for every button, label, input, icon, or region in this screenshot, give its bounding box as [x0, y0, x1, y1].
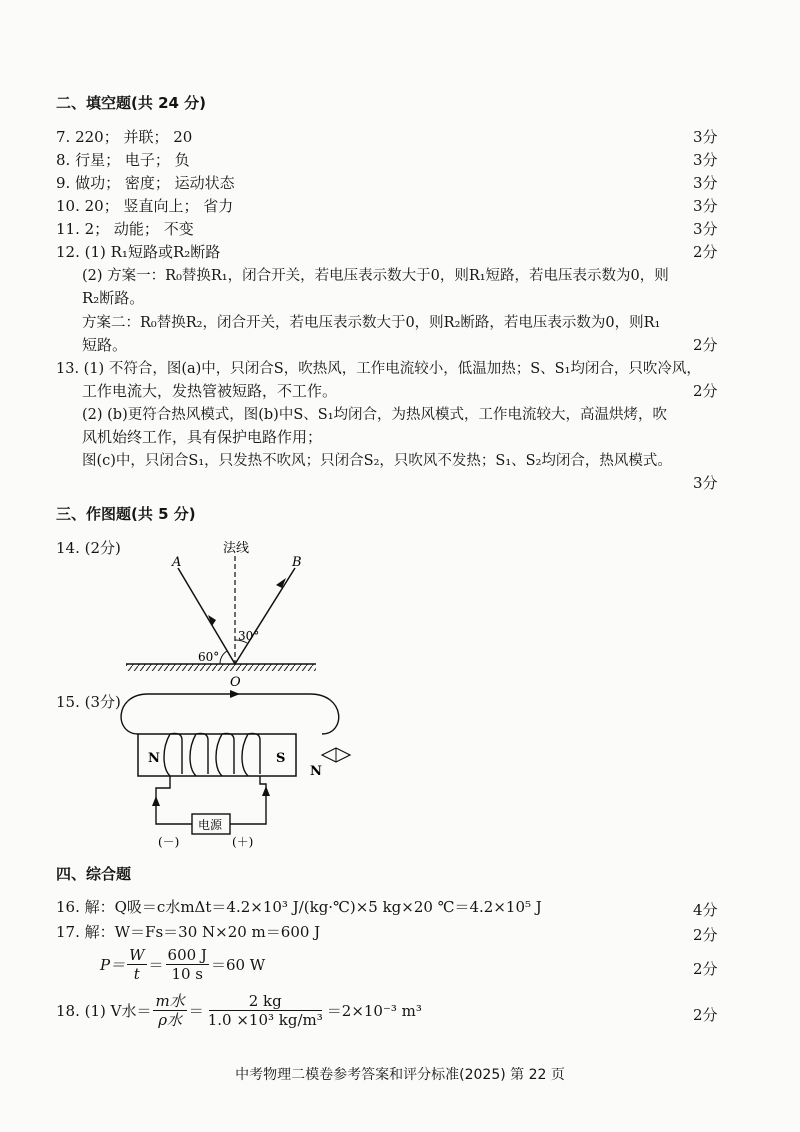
answer-q7: 7. 220； 并联； 20	[56, 128, 193, 146]
score-q9: 3分	[693, 174, 718, 192]
volume-result: ＝2×10⁻³ m³	[326, 1002, 422, 1020]
answer-q13-1-line1: 13. (1) 不符合，图(a)中，只闭合S，吹热风，工作电流较小，低温加热；S、S₁均闭合，只吹冷风，	[56, 361, 701, 377]
point-b-label: B	[292, 555, 302, 570]
angle-30-label: 30°	[238, 629, 260, 643]
fraction-600j-over-10s	[166, 946, 209, 983]
answer-q13-2-line1: (2) (b)更符合热风模式，图(b)中S、S₁均闭合，为热风模式，工作电流较大，高温烘烤，吹	[82, 407, 668, 423]
score-q18: 2分	[693, 1006, 718, 1024]
power-formula	[100, 946, 265, 983]
answer-q12-2-line1: (2) 方案一：R₀替换R₁，闭合开关，若电压表示数大于0，则R₁短路，若电压表示数为0，则	[82, 268, 669, 284]
current-arrow-left	[152, 796, 160, 806]
fraction-m-over-rho	[153, 992, 186, 1029]
fraction-numerator: 600 J	[167, 946, 207, 964]
score-q17: 2分	[693, 926, 718, 944]
power-equals: ＝	[148, 956, 164, 974]
score-q13-2: 3分	[693, 474, 718, 492]
magnetic-field-line	[121, 694, 339, 734]
power-lhs: P＝	[100, 956, 126, 974]
q17-prefix: 17. 解：	[56, 923, 115, 941]
answer-q12-2-line2: R₂断路。	[82, 289, 145, 307]
fraction-denominator: 1.0 ×10³ kg/m³	[207, 1011, 323, 1029]
answer-q12-1: 12. (1) R₁短路或R₂断路	[56, 243, 221, 261]
section-4-heading: 四、综合题	[56, 865, 132, 883]
coil-windings	[164, 733, 260, 776]
fraction-denominator: t	[133, 965, 140, 983]
normal-label: 法线	[223, 541, 250, 556]
terminal-plus: (＋)	[232, 835, 254, 848]
page-footer: 中考物理二模卷参考答案和评分标准(2025) 第 22 页	[235, 1067, 565, 1083]
core-n-pole: N	[148, 751, 160, 766]
score-q13-1: 2分	[693, 382, 718, 400]
q15-label: 15. (3分)	[56, 693, 121, 711]
q14-label: 14. (2分)	[56, 539, 121, 557]
fraction-numerator: m水	[155, 992, 185, 1010]
current-arrow-right	[262, 786, 270, 796]
fraction-mass-over-density	[206, 992, 325, 1029]
power-result: ＝60 W	[210, 956, 266, 974]
q16-formula: Q吸＝c水mΔt＝4.2×10³ J/(kg·℃)×5 kg×20 ℃＝4.2×10⁵ J	[114, 898, 542, 916]
fraction-numerator: W	[129, 946, 145, 964]
mirror-hatching	[126, 664, 316, 671]
q18-prefix: 18. (1) V水＝	[56, 1002, 152, 1020]
answer-q17	[56, 921, 320, 942]
reflection-diagram	[120, 530, 340, 695]
point-a-label: A	[172, 555, 182, 570]
iron-core	[138, 734, 296, 776]
power-source-label: 电源	[198, 818, 223, 832]
answer-q13-1-line2: 工作电流大，发热管被短路，不工作。	[82, 382, 338, 400]
lead-right	[230, 776, 266, 824]
fraction-w-over-t	[127, 946, 146, 983]
score-q7: 3分	[693, 128, 718, 146]
score-q12-2: 2分	[693, 336, 718, 354]
volume-equals: ＝	[188, 1002, 204, 1020]
section-3-heading: 三、作图题(共 5 分)	[56, 505, 196, 523]
answer-q13-2-line2: 风机始终工作，具有保护电路作用；	[82, 428, 323, 446]
score-power: 2分	[693, 960, 718, 978]
answer-q16	[56, 896, 542, 917]
score-q12-1: 2分	[693, 243, 718, 261]
reflected-ray-arrow	[276, 578, 286, 588]
fraction-denominator: ρ水	[158, 1011, 183, 1029]
q16-prefix: 16. 解：	[56, 898, 115, 916]
section-2-heading: 二、填空题(共 24 分)	[56, 94, 207, 112]
fraction-denominator: 10 s	[171, 965, 204, 983]
lead-left	[156, 776, 192, 824]
answer-q12-3-line1: 方案二：R₀替换R₂，闭合开关，若电压表示数大于0，则R₂断路，若电压表示数为0，则R₁	[82, 315, 661, 331]
answer-q10: 10. 20； 竖直向上； 省力	[56, 197, 234, 215]
angle-60-label: 60°	[198, 650, 220, 664]
compass-n-label: N	[310, 764, 322, 779]
answer-q9: 9. 做功； 密度； 运动状态	[56, 174, 235, 192]
answer-q11: 11. 2； 动能； 不变	[56, 220, 194, 238]
score-q16: 4分	[693, 901, 718, 919]
answer-q8: 8. 行星； 电子； 负	[56, 151, 190, 169]
q17-formula: W＝Fs＝30 N×20 m＝600 J	[114, 923, 321, 941]
electromagnet-diagram	[110, 688, 370, 848]
point-o-label: O	[230, 675, 241, 690]
score-q8: 3分	[693, 151, 718, 169]
core-s-pole: S	[276, 751, 286, 766]
angle-arc-60	[220, 651, 227, 664]
field-direction-arrow	[230, 690, 240, 698]
score-q10: 3分	[693, 197, 718, 215]
volume-formula	[56, 992, 422, 1029]
reflected-ray	[235, 568, 295, 664]
terminal-minus: (－)	[158, 835, 180, 848]
answer-q12-3-line2: 短路。	[82, 336, 128, 354]
answer-q13-2-line3: 图(c)中，只闭合S₁，只发热不吹风；只闭合S₂，只吹风不发热；S₁、S₂均闭合，热风模式。	[82, 453, 672, 469]
fraction-numerator: 2 kg	[209, 992, 322, 1011]
score-q11: 3分	[693, 220, 718, 238]
